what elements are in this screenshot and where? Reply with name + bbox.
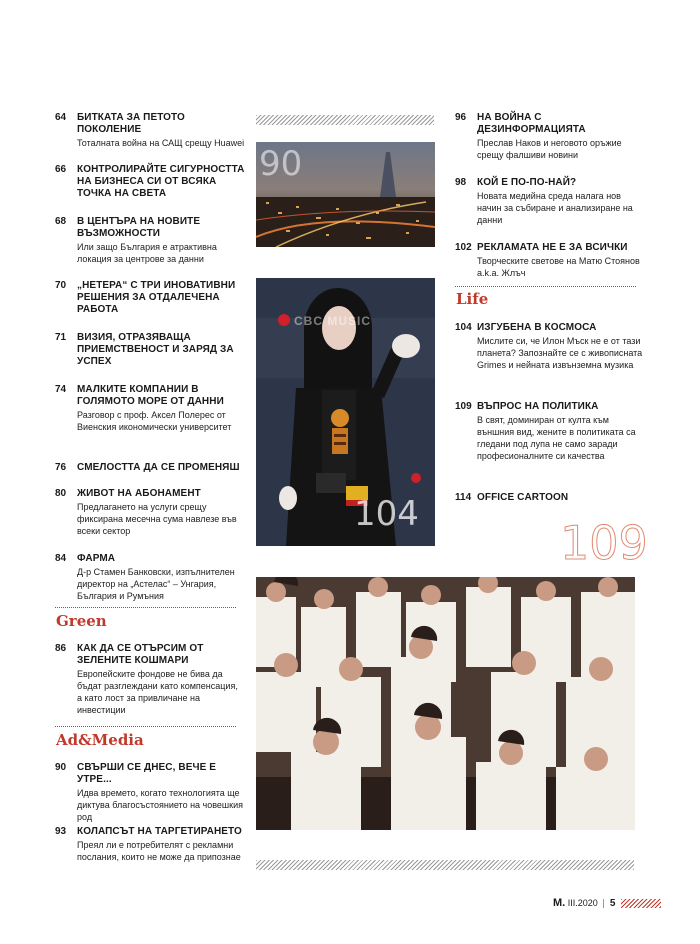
toc-entry[interactable] <box>455 401 645 462</box>
page-number: 80 <box>55 488 67 499</box>
entry-desc: Преслав Наков и неговото оръжие срещу фалшиви новини <box>477 138 622 160</box>
toc-entry[interactable] <box>55 384 245 433</box>
entry-title: СМЕЛОСТТА ДА СЕ ПРОМЕНЯШ <box>77 462 240 473</box>
background-logo-text: CBC MUSIC <box>294 314 371 328</box>
entry-desc: Или защо България е атрактивна локация за центрове за данни <box>77 242 217 264</box>
page-number: 102 <box>455 242 472 253</box>
entry-desc: Д-р Стамен Банковски, изпълнителен директор на „Астелас“ – Унгария, България и Румъния <box>77 567 235 601</box>
page-number: 109 <box>455 401 472 412</box>
section-divider <box>455 286 636 287</box>
entry-desc: Разговор с проф. Аксел Полерес от Виенския икономически университет <box>77 410 232 432</box>
entry-title: В ЦЕНТЪРА НА НОВИТЕ ВЪЗМОЖНОСТИ <box>77 216 201 239</box>
section-divider <box>55 726 236 727</box>
page-number: 84 <box>55 553 67 564</box>
toc-entry[interactable] <box>455 492 645 504</box>
entry-title: КОНТРОЛИРАЙТЕ СИГУРНОСТТА НА БИЗНЕСА СИ ОТ ВСЯКА ТОЧКА НА СВЕТА <box>77 164 245 199</box>
toc-entry[interactable] <box>55 643 245 716</box>
page-number: 68 <box>55 216 67 227</box>
entry-title: НА ВОЙНА С ДЕЗИНФОРМАЦИЯТА <box>477 112 586 135</box>
magazine-brand: M. <box>553 897 566 909</box>
section-divider <box>55 607 236 608</box>
toc-entry[interactable] <box>55 826 245 863</box>
entry-title: ВЪПРОС НА ПОЛИТИКА <box>477 401 599 412</box>
page-number: 70 <box>55 280 67 291</box>
toc-entry[interactable] <box>455 242 645 279</box>
entry-title: ВИЗИЯ, ОТРАЗЯВАЩА ПРИЕМСТВЕНОСТ И ЗАРЯД ЗА УСПЕХ <box>77 332 234 367</box>
toc-entry[interactable] <box>55 462 245 474</box>
toc-entry[interactable] <box>455 322 645 371</box>
toc-entry[interactable] <box>455 177 645 226</box>
page-number: 76 <box>55 462 67 473</box>
page-number: 114 <box>455 492 472 503</box>
entry-title: ИЗГУБЕНА В КОСМОСА <box>477 322 597 333</box>
green-section <box>55 643 245 723</box>
section-label-admedia: Ad&Media <box>56 731 144 749</box>
entry-desc: Идва времето, когато технологията ще диктува благосъстоянието на човешкия род <box>77 788 243 822</box>
entry-desc: Творческите светове на Матю Стоянов a.k.a. Жлъч <box>477 256 640 278</box>
life-section <box>455 322 645 522</box>
group-photo-illustration <box>256 577 635 830</box>
page-number: 96 <box>455 112 467 123</box>
entry-title: ФАРМА <box>77 553 116 564</box>
entry-title: КОЛАПСЪТ НА ТАРГЕТИРАНЕТО <box>77 826 242 837</box>
toc-entry[interactable] <box>55 112 245 149</box>
entry-title: СВЪРШИ СЕ ДНЕС, ВЕЧЕ Е УТРЕ... <box>77 762 217 785</box>
issue-date: III.2020 <box>567 898 598 908</box>
entry-desc: Тоталната война на САЩ срещу Huawei <box>77 138 245 148</box>
city-night-photo[interactable] <box>256 142 435 247</box>
page-number: 74 <box>55 384 67 395</box>
page-number: 64 <box>55 112 67 123</box>
page-number: 90 <box>55 762 67 773</box>
image-page-number: 90 <box>259 144 303 184</box>
page-number: 71 <box>55 332 67 343</box>
entry-desc: Новата медийна среда налага нов начин за събиране и анализиране на данни <box>477 191 633 225</box>
toc-entry[interactable] <box>55 762 245 823</box>
toc-entry[interactable] <box>455 112 645 161</box>
page-footer <box>553 897 693 911</box>
toc-entry[interactable] <box>55 216 245 265</box>
left-column <box>55 112 245 872</box>
entry-desc: Преял ли е потребителят с рекламни послания, които не може да припознае <box>77 840 241 862</box>
toc-entry[interactable] <box>55 280 245 316</box>
toc-entry[interactable] <box>55 164 245 200</box>
toc-entry[interactable] <box>55 332 245 368</box>
entry-title: OFFICE CARTOON <box>477 492 569 503</box>
section-label-life: Life <box>456 290 489 308</box>
big-page-number: 109 <box>560 516 648 570</box>
entry-desc: В свят, доминиран от култа към външния вид, жените в политиката са гледани под лупа не само заради професионалните си качества <box>477 415 636 461</box>
entry-title: ЖИВОТ НА АБОНАМЕНТ <box>77 488 201 499</box>
entry-desc: Предлагането на услуги срещу фиксирана месечна сума навлезе във всеки сектор <box>77 502 237 536</box>
footer-page-number: 5 <box>609 898 616 909</box>
entry-title: „НЕТЕРА“ С ТРИ ИНОВАТИВНИ РЕШЕНИЯ ЗА ОТДАЛЕЧЕНА РАБОТА <box>77 280 236 315</box>
page-number: 66 <box>55 164 67 175</box>
page-number: 93 <box>55 826 67 837</box>
entry-title: БИТКАТА ЗА ПЕТОТО ПОКОЛЕНИЕ <box>77 112 185 135</box>
page-number: 98 <box>455 177 467 188</box>
grimes-portrait-photo[interactable] <box>256 278 435 546</box>
admedia-section <box>55 762 245 882</box>
decorative-hatch-bottom <box>256 860 634 870</box>
entry-title: КОЙ Е ПО-ПО-НАЙ? <box>477 177 577 188</box>
women-in-white-photo[interactable] <box>256 577 635 830</box>
entry-desc: Европейските фондове не бива да бъдат разглеждани като компенсация, а като лост за привличане на инвестиции <box>77 669 238 715</box>
footer-hatch <box>621 899 661 908</box>
entry-title: РЕКЛАМАТА НЕ Е ЗА ВСИЧКИ <box>477 242 628 253</box>
entry-desc: Мислите си, че Илон Мъск не е от тази планета? Запознайте се с живописната Grimes и нейната извънземна музика <box>477 336 643 370</box>
page-number: 86 <box>55 643 67 654</box>
footer-separator <box>603 899 604 908</box>
page-number: 104 <box>455 322 472 333</box>
section-label-green: Green <box>56 612 107 630</box>
entry-title: КАК ДА СЕ ОТЪРСИМ ОТ ЗЕЛЕНИТЕ КОШМАРИ <box>77 643 204 666</box>
decorative-hatch-top <box>256 115 434 125</box>
entry-title: МАЛКИТЕ КОМПАНИИ В ГОЛЯМОТО МОРЕ ОТ ДАННИ <box>77 384 224 407</box>
toc-entry[interactable] <box>55 488 245 537</box>
image-page-number: 104 <box>354 494 419 534</box>
toc-entry[interactable] <box>55 553 245 602</box>
